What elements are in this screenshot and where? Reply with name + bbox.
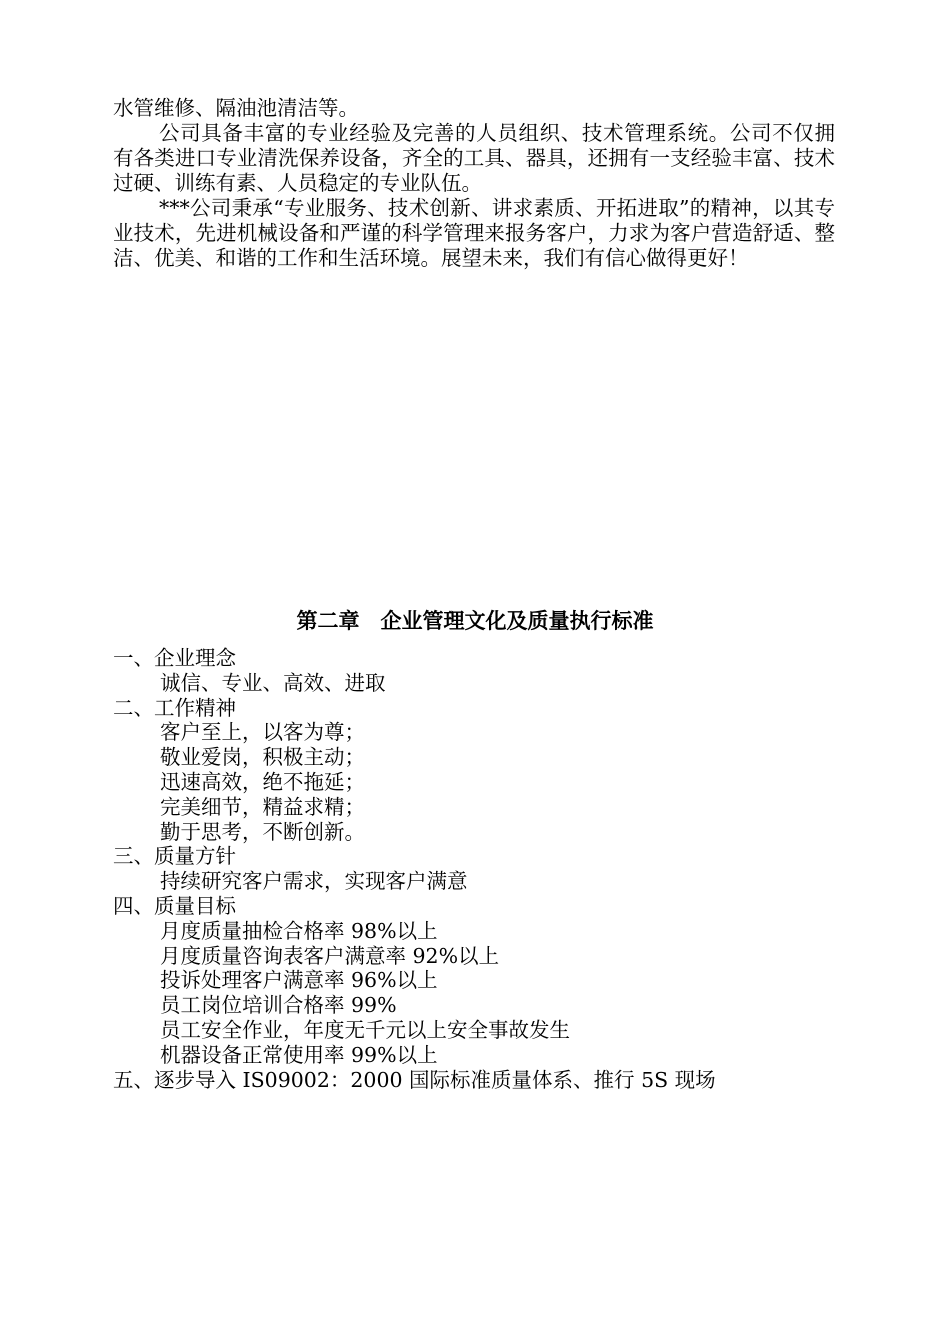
section-item: 持续研究客户需求，实现客户满意	[160, 869, 468, 894]
chapter-outline	[113, 646, 873, 1092]
chapter-title: 第二章 企业管理文化及质量执行标准	[296, 609, 654, 633]
section-item: 敬业爱岗，积极主动；	[160, 745, 365, 770]
intro-text-block	[113, 96, 835, 271]
intro-paragraph-3: ***公司秉承“专业服务、技术创新、讲求素质、开拓进取”的精神，以其专业技术，先进机械设备和严谨的科学管理来报务客户，力求为客户营造舒适、整洁、优美、和谐的工作和生活环境。展望未来，我们有信心做得更好！	[113, 196, 835, 270]
section-item: 勤于思考，不断创新。	[160, 819, 365, 844]
section-item: 月度质量咨询表客户满意率 92%以上	[160, 943, 500, 968]
section-item: 员工安全作业，年度无千元以上安全事故发生	[160, 1017, 570, 1042]
section-heading: 三、质量方针	[113, 844, 236, 869]
intro-paragraph-2: 公司具备丰富的专业经验及完善的人员组织、技术管理系统。公司不仅拥有各类进口专业清洗保养设备，齐全的工具、器具，还拥有一支经验丰富、技术过硬、训练有素、人员稳定的专业队伍。	[113, 121, 835, 195]
section-item: 员工岗位培训合格率 99%	[160, 993, 397, 1018]
section-item: 诚信、专业、高效、进取	[160, 670, 386, 695]
section-heading: 二、工作精神	[113, 695, 236, 720]
section-heading: 四、质量目标	[113, 893, 236, 918]
section-item: 完美细节，精益求精；	[160, 794, 365, 819]
section-heading: 一、企业理念	[113, 646, 236, 670]
intro-paragraph-1: 水管维修、隔油池清洁等。	[113, 96, 359, 120]
section-item: 月度质量抽检合格率 98%以上	[160, 918, 438, 943]
section-heading: 五、逐步导入 IS09002：2000 国际标准质量体系、推行 5S 现场	[113, 1067, 716, 1092]
section-item: 迅速高效，绝不拖延；	[160, 769, 365, 794]
section-item: 机器设备正常使用率 99%以上	[160, 1042, 438, 1067]
section-item: 客户至上，以客为尊；	[160, 720, 365, 745]
section-item: 投诉处理客户满意率 96%以上	[160, 968, 438, 993]
